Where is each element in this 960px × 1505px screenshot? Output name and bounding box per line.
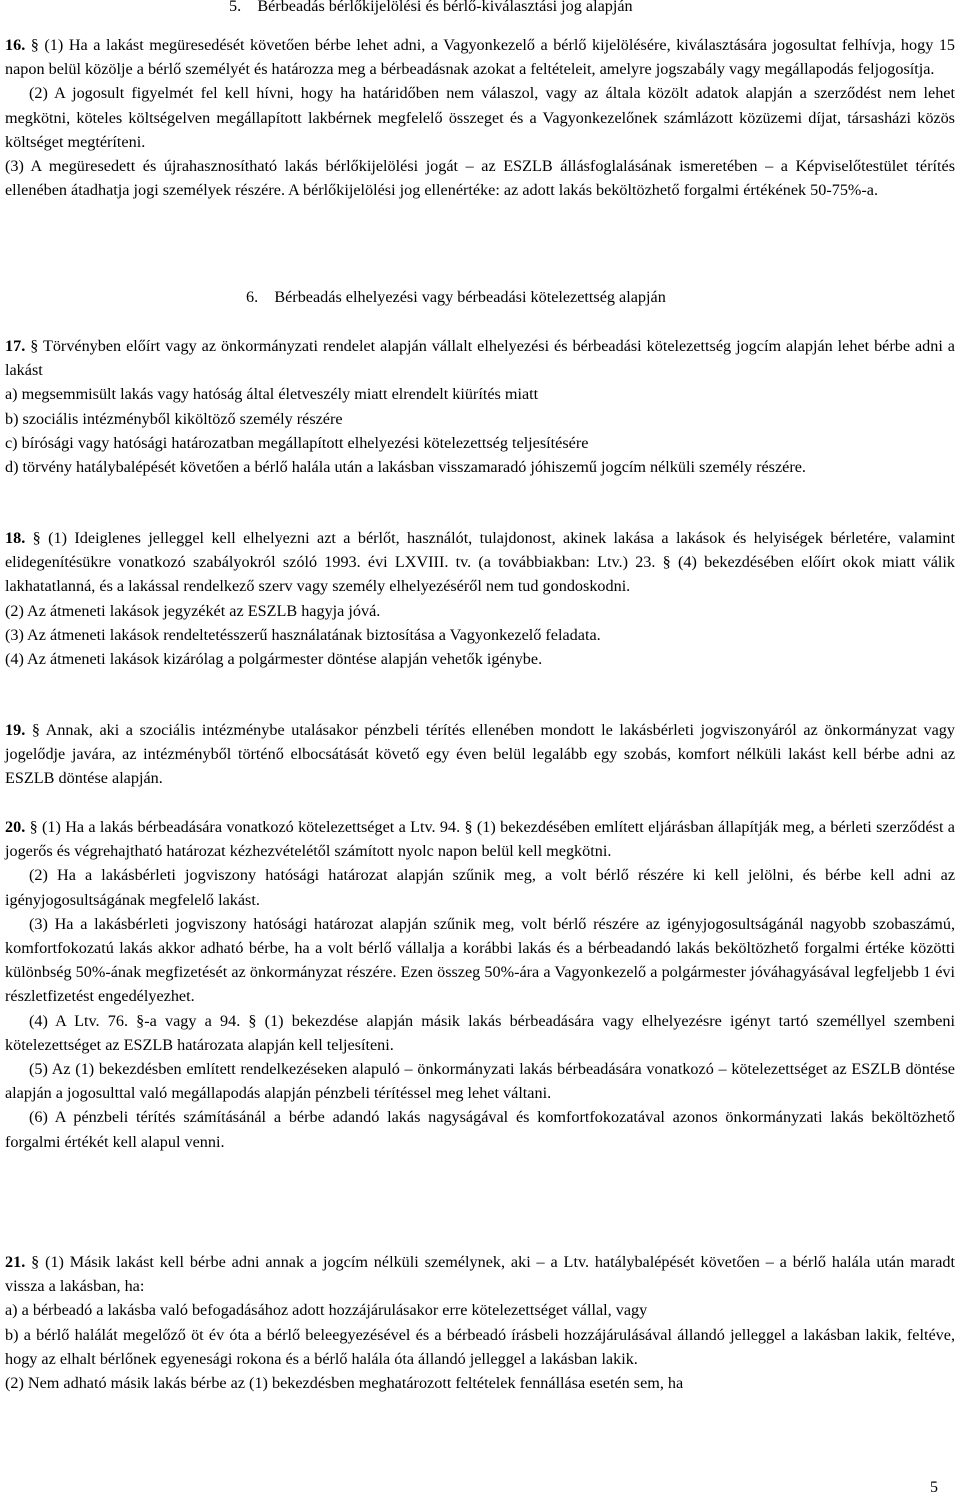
paragraph-text: § Törvényben előírt vagy az önkormányzati rendelet alapján vállalt elhelyezési és bérbeadási kötelezettség jogcím alapján lehet bérbe adni a lakást	[5, 337, 955, 380]
section-5-heading	[229, 0, 633, 16]
paragraph-text: (2) Ha a lakásbérleti jogviszony hatósági határozat alapján szűnik meg, a volt bérlő részére ki kell jelölni, és bérbe kell adni az igényjogosultságának megfelelő lakást.	[5, 866, 955, 909]
paragraph-18	[5, 526, 955, 671]
paragraph-text: § (1) Másik lakást kell bérbe adni annak a jogcím nélküli személynek, aki – a Ltv. hatálybalépését követően – a bérlő halála után maradt vissza a lakásban, ha:	[5, 1253, 956, 1296]
list-item: c) bírósági vagy hatósági határozatban megállapított elhelyezési kötelezettség teljesítésére	[5, 433, 589, 452]
heading-title: Bérbeadás bérlőkijelölési és bérlő-kiválasztási jog alapján	[257, 0, 633, 15]
paragraph-text: (2) A jogosult figyelmét fel kell hívni, hogy ha határidőben nem válaszol, vagy az általa közölt adatok alapján a szerződést nem lehet megkötni, köteles költségelven megállapított lakbérnek megfelelő összeget és a Vagyonkezelőnek számlázott közüzemi díjat, társasházi közös költséget megtéríteni.	[5, 84, 955, 151]
paragraph-17	[5, 334, 955, 479]
paragraph-number: 19.	[5, 721, 26, 739]
paragraph-text: § Annak, aki a szociális intézménybe utalásakor pénzbeli térítés ellenében mondott le lakásbérleti jogviszonyáról az önkormányzat vagy jogelődje javára, az intézményből történő elbocsátását követő egy éven belül legalább egy szobás, komfort nélküli lakást kell bérbe adni az ESZLB döntése alapján.	[5, 721, 955, 788]
paragraph-16	[5, 33, 955, 202]
heading-title: Bérbeadás elhelyezési vagy bérbeadási kötelezettség alapján	[274, 288, 666, 306]
heading-number: 6.	[246, 288, 259, 306]
list-item: a) megsemmisült lakás vagy hatóság által életveszély miatt elrendelt kiürítés miatt	[5, 385, 539, 404]
paragraph-text: § (1) Ha a lakást megüresedését követően bérbe lehet adni, a Vagyonkezelő a bérlő kijelölésére, kiválasztására jogosultat felhívja, hogy 15 napon belül közölje a bérlő személyét és határozza meg a bérbeadásnak azokat a feltételeit, amelyre jogszabály vagy megállapodás feljogosítja.	[5, 36, 956, 79]
list-item: b) a bérlő halálát megelőző öt év óta a bérlő beleegyezésével és a bérbeadó írásbeli hozzájárulásával állandó jelleggel a lakásban lakik, feltéve, hogy az elhalt bérlőnek egyenesági rokona és a bérlő halála óta állandó jelleggel a lakásban lakik.	[5, 1325, 955, 1368]
paragraph-text: (3) Az átmeneti lakások rendeltetésszerű használatának biztosítása a Vagyonkezelő feladata.	[5, 625, 601, 644]
paragraph-text: (5) Az (1) bekezdésben említett rendelkezéseken alapuló – önkormányzati lakás bérbeadására vonatkozó – kötelezettséget az ESZLB döntése alapján a jogosulttal való megállapodás alapján pénzbeli térítéssel meg lehet váltani.	[5, 1060, 955, 1103]
paragraph-number: 18.	[5, 529, 26, 547]
paragraph-number: 17.	[5, 337, 26, 355]
list-item: d) törvény hatálybalépését követően a bérlő halála után a lakásban visszamaradó jóhiszemű jogcím nélküli személy részére.	[5, 458, 806, 477]
paragraph-20	[5, 815, 955, 1154]
paragraph-number: 16.	[5, 36, 26, 54]
paragraph-text: (4) A Ltv. 76. §-a vagy a 94. § (1) bekezdése alapján másik lakás bérbeadására vagy elhelyezésre igényt tartó személlyel szembeni kötelezettséget az ESZLB határozata alapján kell teljesíteni.	[5, 1011, 955, 1054]
paragraph-19	[5, 718, 955, 791]
paragraph-number: 20.	[5, 818, 26, 836]
paragraph-text: (3) A megüresedett és újrahasznosítható lakás bérlőkijelölési jogát – az ESZLB állásfoglalásának ismeretében – a Képviselőtestület térítés ellenében átadhatja jogi személyek részére. A bérlőkijelölési jog ellenértéke: az adott lakás beköltözhető forgalmi értékének 50-75%-a.	[5, 157, 955, 200]
paragraph-text: § (1) Ha a lakás bérbeadására vonatkozó kötelezettséget a Ltv. 94. § (1) bekezdésében említett eljárásban állapítják meg, a bérleti szerződést a jogerős és végrehajtható határozat kézhezvételétől számított nyolc napon belül kell megkötni.	[5, 818, 955, 861]
paragraph-text: (2) Nem adható másik lakás bérbe az (1) bekezdésben meghatározott feltételek fennállása esetén sem, ha	[5, 1374, 684, 1393]
paragraph-21	[5, 1250, 955, 1395]
paragraph-number: 21.	[5, 1253, 26, 1271]
paragraph-text: (3) Ha a lakásbérleti jogviszony hatósági határozat alapján szűnik meg, volt bérlő részére az igényjogosultságánál nagyobb szobaszámú, komfortfokozatú lakás akkor adható bérbe, ha a volt bérlő vállalja a korábbi lakás és a bérbeadandó lakás beköltözhető forgalmi értéke közötti különbség 50%-ának megfizetését az önkormányzat részére. Ezen összeg 50%-ára a Vagyonkezelő a polgármester jóváhagyásával legfeljebb 1 évi részletfizetést engedélyezhet.	[5, 914, 955, 1006]
section-6-heading	[246, 288, 666, 307]
paragraph-text: (2) Az átmeneti lakások jegyzékét az ESZLB hagyja jóvá.	[5, 601, 381, 620]
heading-number: 5.	[229, 0, 242, 15]
list-item: a) a bérbeadó a lakásba való befogadásához adott hozzájárulásakor erre kötelezettséget vállal, vagy	[5, 1301, 648, 1320]
paragraph-text: § (1) Ideiglenes jelleggel kell elhelyezni azt a bérlőt, használót, tulajdonost, akinek lakása a lakások és helyiségek bérletére, valamint elidegenítésükre vonatkozó szabályokról szóló 1993. évi LXVIII. tv. (a továbbiakban: Ltv.) 23. § (4) bekezdésében előírt okok miatt válik lakhatatlanná, és a lakással rendelkező szerv vagy személy elhelyezéséről nem tud gondoskodni.	[5, 529, 956, 596]
paragraph-text: (4) Az átmeneti lakások kizárólag a polgármester döntése alapján vehetők igénybe.	[5, 650, 543, 669]
page-number: 5	[930, 1479, 938, 1496]
list-item: b) szociális intézményből kiköltöző személy részére	[5, 409, 343, 428]
paragraph-text: (6) A pénzbeli térítés számításánál a bérbe adandó lakás nagyságával és komfortfokozatával azonos önkormányzati lakás beköltözhető forgalmi értékét kell alapul venni.	[5, 1108, 955, 1151]
